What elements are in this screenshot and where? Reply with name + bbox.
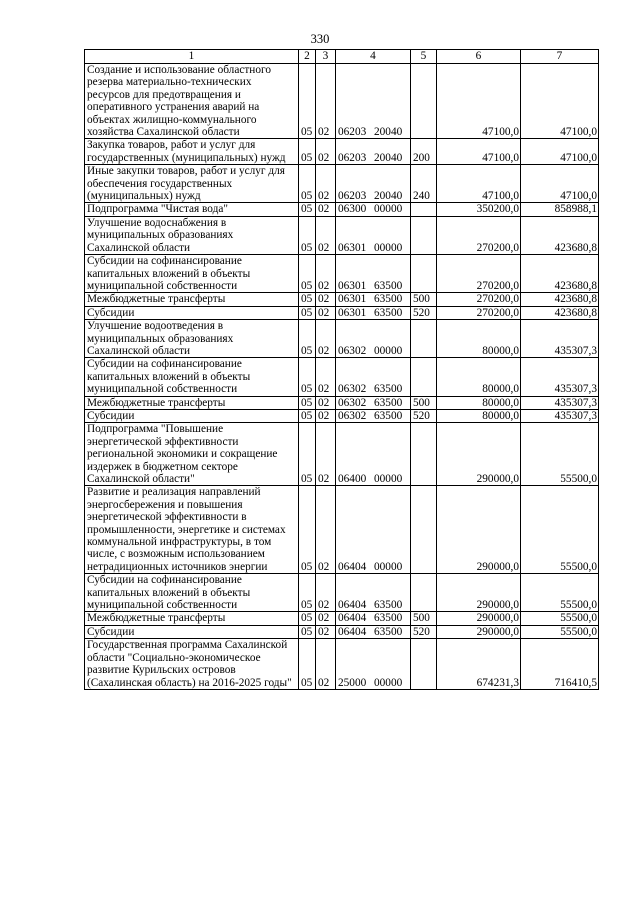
table-row	[85, 409, 599, 422]
row-amount-1: 290000,0	[437, 574, 521, 612]
table-row	[85, 358, 599, 396]
row-amount-1: 80000,0	[437, 409, 521, 422]
row-name: Улучшение водоснабжения в муниципальных образованиях Сахалинской области	[85, 216, 299, 254]
row-target-code	[336, 306, 411, 319]
row-target-code	[336, 639, 411, 690]
row-amount-1: 47100,0	[437, 165, 521, 203]
row-target-code-program: 06400	[338, 473, 367, 485]
table-row	[85, 216, 599, 254]
table-row	[85, 612, 599, 625]
row-name: Межбюджетные трансферты	[85, 293, 299, 306]
row-expense-type: 520	[411, 306, 437, 319]
row-amount-1: 80000,0	[437, 396, 521, 409]
row-name: Развитие и реализация направлений энергосбережения и повышения энергетической эффективности в промышленности, энергетике и системах коммунальной инфраструктуры, в том числе, с возможным использованием нетрадиционных источников энергии	[85, 486, 299, 574]
row-expense-type: 500	[411, 612, 437, 625]
row-target-code-program: 06301	[338, 293, 367, 306]
row-subsection: 02	[316, 409, 336, 422]
row-name: Субсидии на софинансирование капитальных вложений в объекты муниципальной собственности	[85, 255, 299, 293]
row-target-code	[336, 320, 411, 358]
row-section: 05	[299, 423, 316, 486]
row-amount-1: 270200,0	[437, 293, 521, 306]
row-expense-type	[411, 320, 437, 358]
row-target-code	[336, 165, 411, 203]
row-target-code-direction: 00000	[374, 560, 403, 573]
row-expense-type: 520	[411, 409, 437, 422]
row-amount-2: 47100,0	[521, 165, 599, 203]
row-target-code-direction: 00000	[374, 241, 403, 254]
row-target-code-direction: 63500	[374, 599, 403, 612]
row-section: 05	[299, 612, 316, 625]
row-expense-type	[411, 64, 437, 139]
row-amount-2: 55500,0	[521, 423, 599, 486]
row-subsection: 02	[316, 293, 336, 306]
row-expense-type	[411, 255, 437, 293]
header-cell-4: 4	[336, 50, 411, 64]
row-target-code	[336, 396, 411, 409]
table-row	[85, 320, 599, 358]
row-amount-2: 55500,0	[521, 612, 599, 625]
row-amount-1: 270200,0	[437, 255, 521, 293]
row-subsection: 02	[316, 574, 336, 612]
row-subsection: 02	[316, 165, 336, 203]
row-target-code	[336, 409, 411, 422]
row-amount-2: 423680,8	[521, 216, 599, 254]
row-target-code	[336, 216, 411, 254]
row-section: 05	[299, 639, 316, 690]
row-target-code-program: 06302	[338, 409, 367, 422]
row-target-code	[336, 358, 411, 396]
row-target-code	[336, 625, 411, 638]
row-amount-1: 290000,0	[437, 612, 521, 625]
row-name: Субсидии	[85, 306, 299, 319]
table-row	[85, 293, 599, 306]
row-expense-type	[411, 216, 437, 254]
row-name: Улучшение водоотведения в муниципальных образованиях Сахалинской области	[85, 320, 299, 358]
row-section: 05	[299, 139, 316, 165]
row-amount-2: 435307,3	[521, 358, 599, 396]
row-target-code-direction: 63500	[374, 383, 403, 396]
row-target-code-direction: 63500	[374, 625, 403, 638]
row-name: Подпрограмма "Чистая вода"	[85, 203, 299, 216]
row-amount-1: 47100,0	[437, 139, 521, 165]
row-name: Субсидии на софинансирование капитальных вложений в объекты муниципальной собственности	[85, 358, 299, 396]
row-subsection: 02	[316, 139, 336, 165]
row-amount-2: 423680,8	[521, 293, 599, 306]
row-subsection: 02	[316, 216, 336, 254]
row-subsection: 02	[316, 64, 336, 139]
row-amount-2: 423680,8	[521, 255, 599, 293]
row-expense-type	[411, 639, 437, 690]
row-target-code-direction: 00000	[374, 344, 403, 357]
row-amount-1: 47100,0	[437, 64, 521, 139]
row-amount-1: 290000,0	[437, 486, 521, 574]
row-amount-2: 435307,3	[521, 320, 599, 358]
row-expense-type: 500	[411, 293, 437, 306]
row-amount-1: 270200,0	[437, 216, 521, 254]
row-target-code-program: 06302	[338, 383, 367, 396]
row-target-code-program: 06301	[338, 306, 367, 319]
budget-table	[84, 49, 599, 690]
row-amount-1: 290000,0	[437, 423, 521, 486]
row-target-code-program: 06203	[338, 126, 367, 139]
row-section: 05	[299, 396, 316, 409]
header-cell-3: 3	[316, 50, 336, 64]
row-subsection: 02	[316, 320, 336, 358]
row-name: Субсидии на софинансирование капитальных вложений в объекты муниципальной собственности	[85, 574, 299, 612]
row-expense-type	[411, 574, 437, 612]
row-expense-type: 240	[411, 165, 437, 203]
row-name: Межбюджетные трансферты	[85, 612, 299, 625]
row-target-code-program: 06404	[338, 625, 367, 638]
row-target-code-program: 06404	[338, 612, 367, 625]
row-section: 05	[299, 574, 316, 612]
row-target-code	[336, 64, 411, 139]
row-amount-2: 435307,3	[521, 396, 599, 409]
table-row	[85, 423, 599, 486]
row-subsection: 02	[316, 255, 336, 293]
table-row	[85, 486, 599, 574]
row-target-code-program: 06404	[338, 599, 367, 612]
row-name: Подпрограмма "Повышение энергетической эффективности региональной экономики и сокращение издержек в бюджетном секторе Сахалинской области"	[85, 423, 299, 486]
row-amount-2: 47100,0	[521, 139, 599, 165]
header-cell-7: 7	[521, 50, 599, 64]
row-amount-1: 674231,3	[437, 639, 521, 690]
row-section: 05	[299, 486, 316, 574]
row-target-code-program: 06404	[338, 560, 367, 573]
row-amount-2: 423680,8	[521, 306, 599, 319]
row-section: 05	[299, 625, 316, 638]
row-subsection: 02	[316, 639, 336, 690]
row-target-code-direction: 20040	[374, 190, 403, 203]
table-row	[85, 396, 599, 409]
row-target-code-program: 06301	[338, 279, 367, 292]
row-expense-type	[411, 358, 437, 396]
row-amount-2: 47100,0	[521, 64, 599, 139]
row-section: 05	[299, 64, 316, 139]
row-amount-2: 55500,0	[521, 574, 599, 612]
row-name: Государственная программа Сахалинской области "Социально-экономическое развитие Курильских островов (Сахалинская область) на 2016-2025 годы"	[85, 639, 299, 690]
row-section: 05	[299, 293, 316, 306]
table-row	[85, 574, 599, 612]
row-target-code-direction: 63500	[374, 279, 403, 292]
row-section: 05	[299, 203, 316, 216]
row-name: Субсидии	[85, 625, 299, 638]
header-cell-1: 1	[85, 50, 299, 64]
row-target-code-direction: 00000	[374, 203, 403, 216]
row-amount-1: 270200,0	[437, 306, 521, 319]
page-number: 330	[310, 32, 330, 46]
row-expense-type	[411, 486, 437, 574]
row-target-code-program: 06203	[338, 151, 367, 164]
row-target-code-program: 06300	[338, 203, 367, 216]
row-subsection: 02	[316, 396, 336, 409]
table-row	[85, 64, 599, 139]
row-section: 05	[299, 306, 316, 319]
row-name: Закупка товаров, работ и услуг для государственных (муниципальных) нужд	[85, 139, 299, 165]
row-target-code	[336, 423, 411, 486]
row-target-code	[336, 255, 411, 293]
header-cell-6: 6	[437, 50, 521, 64]
row-amount-1: 80000,0	[437, 320, 521, 358]
row-subsection: 02	[316, 203, 336, 216]
row-target-code	[336, 203, 411, 216]
row-target-code-direction: 63500	[374, 409, 403, 422]
row-target-code-program: 06301	[338, 241, 367, 254]
row-amount-1: 350200,0	[437, 203, 521, 216]
row-target-code-direction: 63500	[374, 612, 403, 625]
table-row	[85, 203, 599, 216]
row-target-code	[336, 612, 411, 625]
row-section: 05	[299, 255, 316, 293]
row-name: Создание и использование областного резерва материально-технических ресурсов для предотвращения и оперативного устранения аварий на объектах жилищно-коммунального хозяйства Сахалинской области	[85, 64, 299, 139]
row-amount-2: 55500,0	[521, 625, 599, 638]
header-cell-5: 5	[411, 50, 437, 64]
row-name: Иные закупки товаров, работ и услуг для обеспечения государственных (муниципальных) нужд	[85, 165, 299, 203]
row-subsection: 02	[316, 612, 336, 625]
row-expense-type	[411, 423, 437, 486]
row-target-code-direction: 20040	[374, 126, 403, 139]
table-row	[85, 625, 599, 638]
row-section: 05	[299, 216, 316, 254]
row-target-code	[336, 293, 411, 306]
table-row	[85, 306, 599, 319]
row-target-code-direction: 00000	[374, 676, 403, 689]
row-subsection: 02	[316, 306, 336, 319]
row-target-code-direction: 00000	[374, 473, 403, 485]
row-target-code-direction: 20040	[374, 151, 403, 164]
table-row	[85, 639, 599, 690]
row-amount-2: 858988,1	[521, 203, 599, 216]
row-expense-type	[411, 203, 437, 216]
row-section: 05	[299, 358, 316, 396]
row-amount-1: 290000,0	[437, 625, 521, 638]
row-subsection: 02	[316, 625, 336, 638]
row-target-code-program: 06302	[338, 344, 367, 357]
row-target-code-direction: 63500	[374, 396, 403, 409]
row-amount-2: 55500,0	[521, 486, 599, 574]
row-expense-type: 520	[411, 625, 437, 638]
row-section: 05	[299, 165, 316, 203]
table-row	[85, 139, 599, 165]
row-target-code	[336, 574, 411, 612]
row-target-code	[336, 139, 411, 165]
row-target-code-direction: 63500	[374, 293, 403, 306]
row-expense-type: 200	[411, 139, 437, 165]
row-target-code-program: 06302	[338, 396, 367, 409]
row-subsection: 02	[316, 423, 336, 486]
row-target-code-program: 06203	[338, 190, 367, 203]
row-amount-1: 80000,0	[437, 358, 521, 396]
row-expense-type: 500	[411, 396, 437, 409]
row-target-code-program: 25000	[338, 676, 367, 689]
table-row	[85, 165, 599, 203]
row-subsection: 02	[316, 358, 336, 396]
row-section: 05	[299, 409, 316, 422]
row-amount-2: 716410,5	[521, 639, 599, 690]
row-target-code	[336, 486, 411, 574]
header-row	[85, 50, 599, 64]
row-subsection: 02	[316, 486, 336, 574]
row-amount-2: 435307,3	[521, 409, 599, 422]
header-cell-2: 2	[299, 50, 316, 64]
row-name: Субсидии	[85, 409, 299, 422]
row-section: 05	[299, 320, 316, 358]
row-name: Межбюджетные трансферты	[85, 396, 299, 409]
table-row	[85, 255, 599, 293]
row-target-code-direction: 63500	[374, 306, 403, 319]
